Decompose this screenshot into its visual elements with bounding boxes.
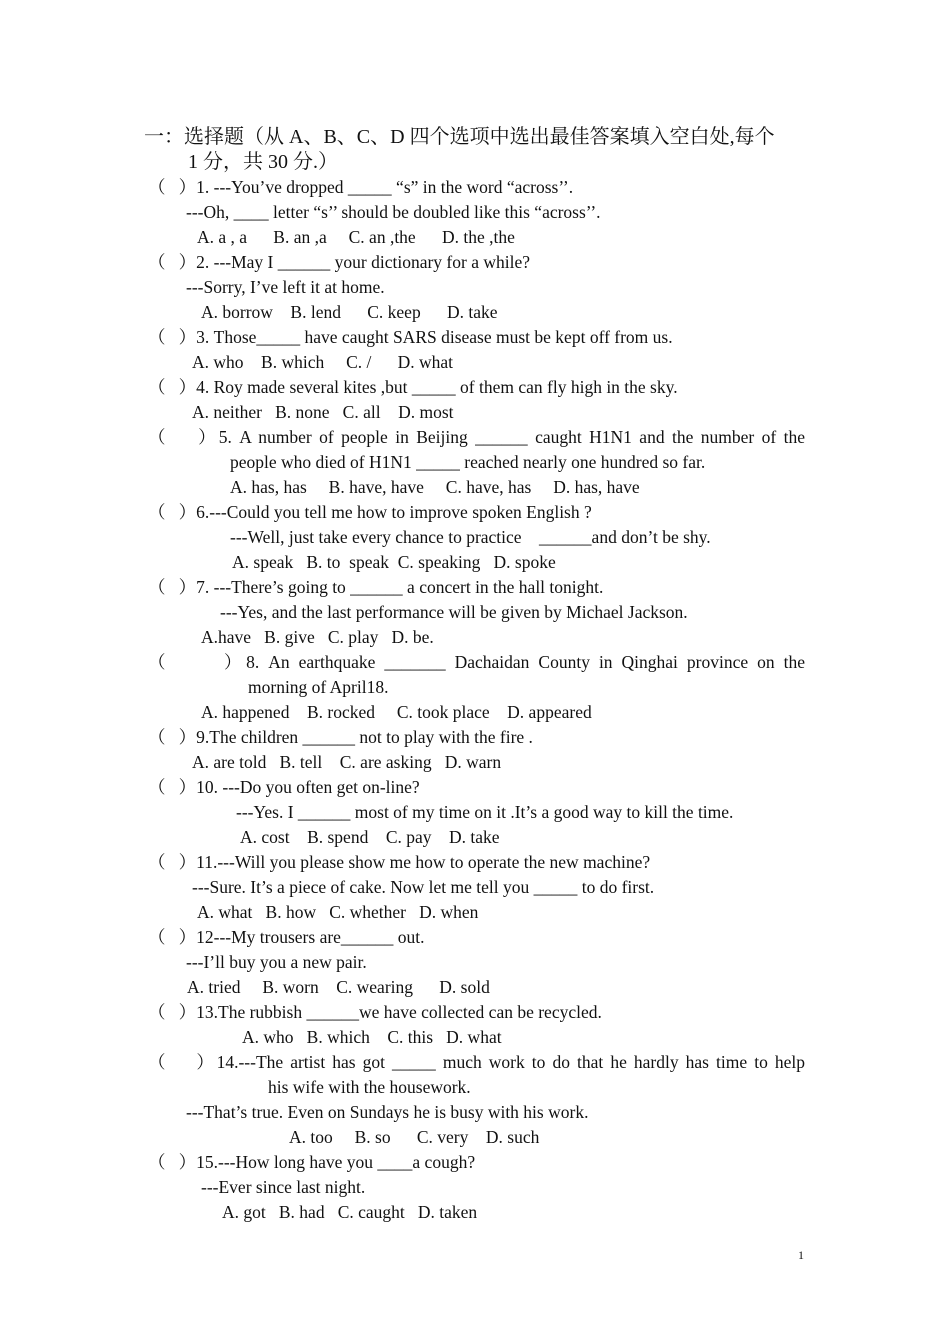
question-1-options: A. a , a B. an ,a C. an ,the D. the ,the <box>197 227 515 247</box>
question-4-options: A. neither B. none C. all D. most <box>192 402 454 422</box>
question-10-options: A. cost B. spend C. pay D. take <box>240 827 500 847</box>
question-3-options: A. who B. which C. / D. what <box>192 352 454 372</box>
section-title-line-1: 一：选择题（从 A、B、C、D 四个选项中选出最佳答案填入空白处,每个 <box>144 126 775 148</box>
question-2-reply: ---Sorry, I’ve left it at home. <box>186 277 385 297</box>
question-11-reply: ---Sure. It’s a piece of cake. Now let me tell you _____ to do first. <box>192 877 655 897</box>
question-7-options: A.have B. give C. play D. be. <box>201 627 434 647</box>
question-1-stem: （ ）1. ---You’ve dropped _____ “s” in the word “across’’. <box>148 177 574 197</box>
question-8-stem: （ ）8. An earthquake _______ Dachaidan County in Qinghai province on the <box>148 652 805 672</box>
question-14-reply: ---That’s true. Even on Sundays he is busy with his work. <box>186 1102 589 1122</box>
question-11-options: A. what B. how C. whether D. when <box>197 902 479 922</box>
question-5-options: A. has, has B. have, have C. have, has D. has, have <box>230 477 640 497</box>
question-6-stem: （ ）6.---Could you tell me how to improve spoken English ? <box>148 502 592 522</box>
question-12-options: A. tried B. worn C. wearing D. sold <box>187 977 490 997</box>
question-15-reply: ---Ever since last night. <box>201 1177 366 1197</box>
page-number: 1 <box>798 1248 804 1262</box>
question-8-options: A. happened B. rocked C. took place D. appeared <box>201 702 592 722</box>
question-10-stem: （ ）10. ---Do you often get on-line? <box>148 777 420 797</box>
question-2-stem: （ ）2. ---May I ______ your dictionary for a while? <box>148 252 530 272</box>
question-12-reply: ---I’ll buy you a new pair. <box>186 952 367 972</box>
question-14-stem: （ ）14.---The artist has got _____ much work to do that he hardly has time to help <box>148 1052 805 1072</box>
question-13-options: A. who B. which C. this D. what <box>242 1027 502 1047</box>
question-13-stem: （ ）13.The rubbish ______we have collected can be recycled. <box>148 1002 602 1022</box>
question-6-options: A. speak B. to speak C. speaking D. spoke <box>232 552 556 572</box>
question-14-stem-cont: his wife with the housework. <box>268 1077 471 1097</box>
section-title-line-2: 1 分，共 30 分.） <box>188 151 338 173</box>
question-9-options: A. are told B. tell C. are asking D. warn <box>192 752 502 772</box>
question-8-stem-cont: morning of April18. <box>248 677 389 697</box>
question-6-reply: ---Well, just take every chance to practice ______and don’t be shy. <box>230 527 711 547</box>
question-15-options: A. got B. had C. caught D. taken <box>222 1202 478 1222</box>
question-2-options: A. borrow B. lend C. keep D. take <box>201 302 498 322</box>
question-3-stem: （ ）3. Those_____ have caught SARS disease must be kept off from us. <box>148 327 673 347</box>
question-10-reply: ---Yes. I ______ most of my time on it .It’s a good way to kill the time. <box>236 802 734 822</box>
question-14-options: A. too B. so C. very D. such <box>289 1127 540 1147</box>
question-1-reply: ---Oh, ____ letter “s’’ should be doubled like this “across’’. <box>186 202 601 222</box>
question-5-stem-cont: people who died of H1N1 _____ reached nearly one hundred so far. <box>230 452 706 472</box>
question-7-reply: ---Yes, and the last performance will be given by Michael Jackson. <box>220 602 688 622</box>
question-5-stem: （ ）5. A number of people in Beijing ______ caught H1N1 and the number of the <box>148 427 805 447</box>
question-7-stem: （ ）7. ---There’s going to ______ a concert in the hall tonight. <box>148 577 604 597</box>
question-11-stem: （ ）11.---Will you please show me how to operate the new machine? <box>148 852 651 872</box>
question-4-stem: （ ）4. Roy made several kites ,but _____ of them can fly high in the sky. <box>148 377 678 397</box>
question-12-stem: （ ）12---My trousers are______ out. <box>148 927 425 947</box>
question-9-stem: （ ）9.The children ______ not to play with the fire . <box>148 727 533 747</box>
question-15-stem: （ ）15.---How long have you ____a cough? <box>148 1152 476 1172</box>
